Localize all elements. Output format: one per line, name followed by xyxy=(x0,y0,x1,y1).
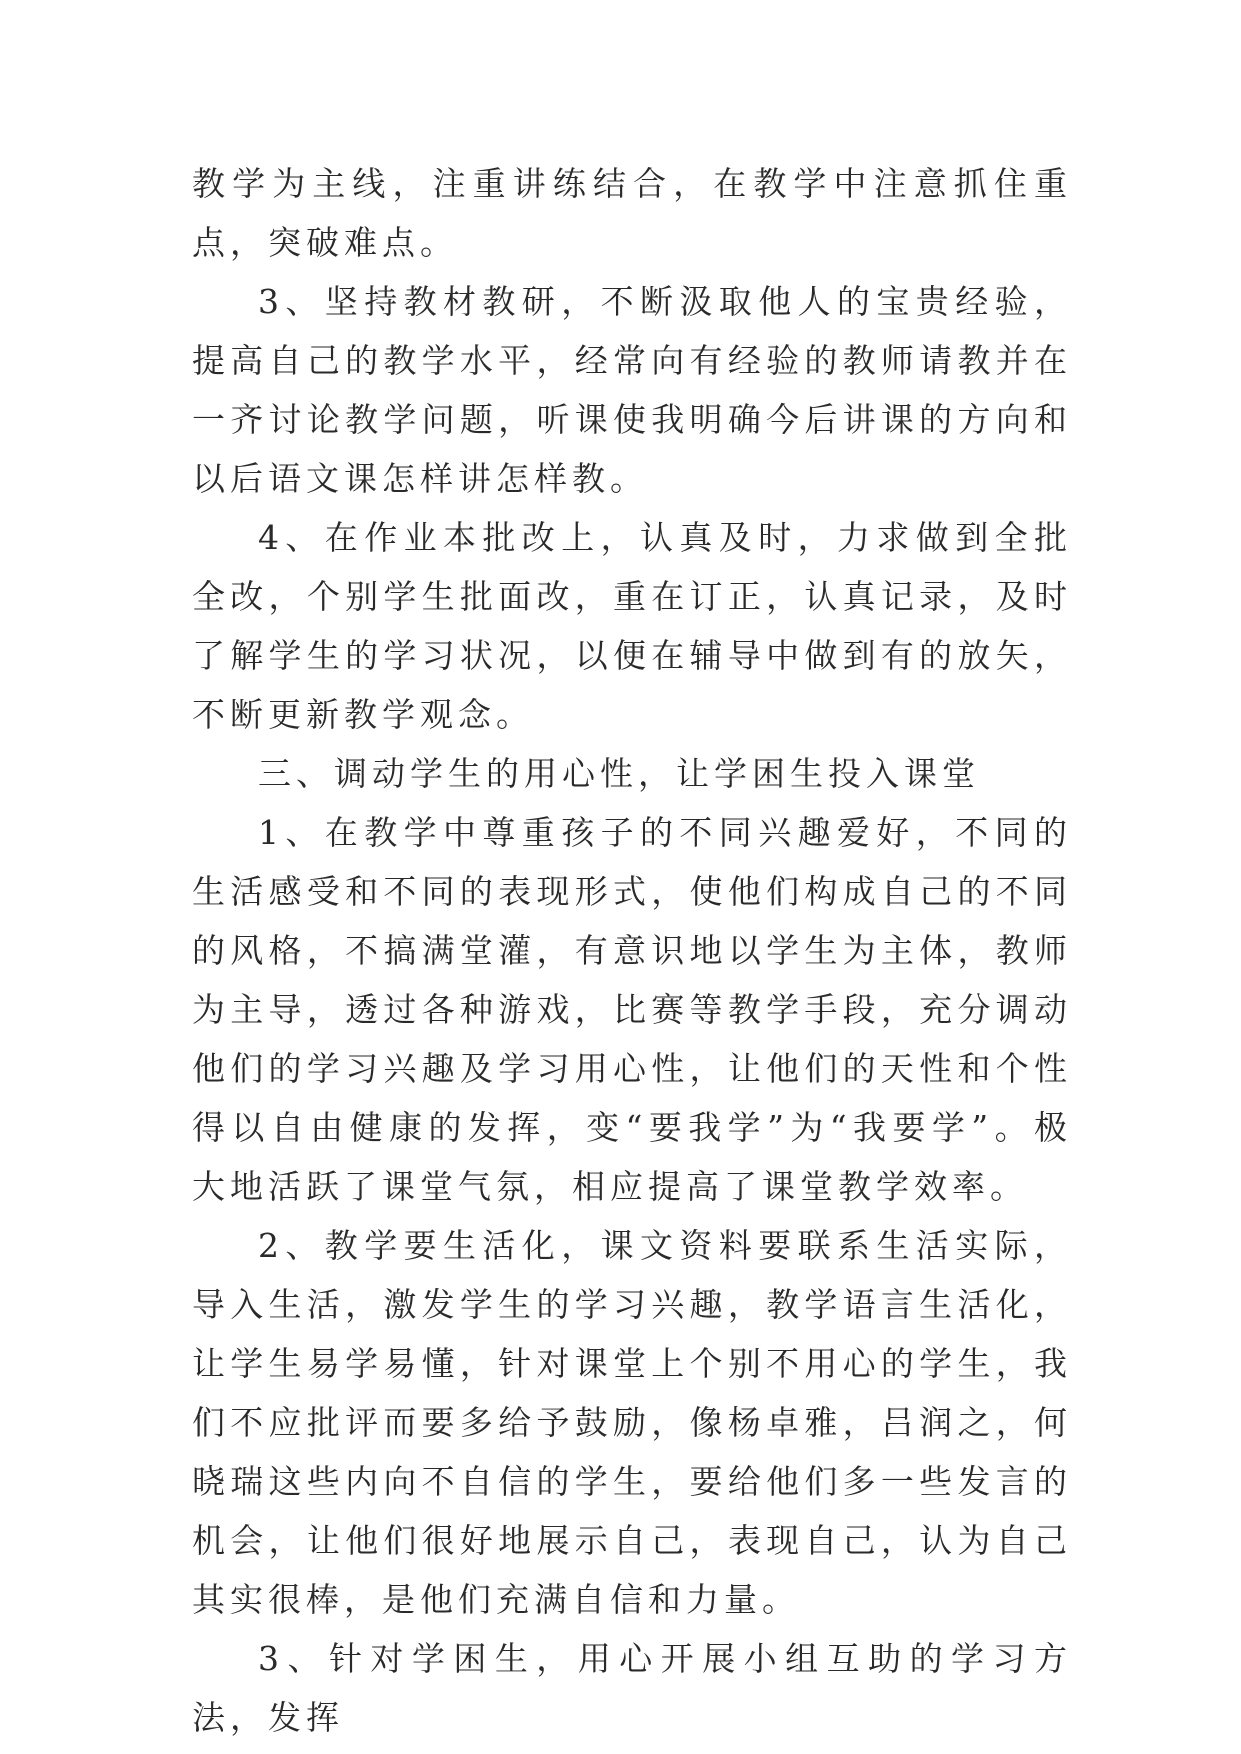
section-heading: 三、调动学生的用心性，让学困生投入课堂 xyxy=(258,754,980,793)
paragraph-5: 2、教学要生活化，课文资料要联系生活实际，导入生活，激发学生的学习兴趣，教学语言生活化，让学生易学易懂，针对课堂上个别不用心的学生，我们不应批评而要多给予鼓励，像杨卓雅，吕润之，何晓瑞这些内向不自信的学生，要给他们多一些发言的机会，让他们很好地展示自己，表现自己，认为自己其实很棒，是他们充满自信和力量。 xyxy=(192,1226,1072,1619)
paragraph-1: 教学为主线，注重讲练结合，在教学中注意抓住重点，突破难点。 xyxy=(192,164,1072,262)
body-text xyxy=(192,154,1072,1747)
paragraph-3: 4、在作业本批改上，认真及时，力求做到全批全改，个别学生批面改，重在订正，认真记录，及时了解学生的学习状况，以便在辅导中做到有的放矢，不断更新教学观念。 xyxy=(192,518,1072,734)
paragraph-4: 1、在教学中尊重孩子的不同兴趣爱好，不同的生活感受和不同的表现形式，使他们构成自己的不同的风格，不搞满堂灌，有意识地以学生为主体，教师为主导，透过各种游戏，比赛等教学手段，充分调动他们的学习兴趣及学习用心性，让他们的天性和个性得以自由健康的发挥，变“要我学”为“我要学”。极大地活跃了课堂气氛，相应提高了课堂教学效率。 xyxy=(192,813,1072,1206)
paragraph-2: 3、坚持教材教研，不断汲取他人的宝贵经验，提高自己的教学水平，经常向有经验的教师请教并在一齐讨论教学问题，听课使我明确今后讲课的方向和以后语文课怎样讲怎样教。 xyxy=(192,282,1072,498)
paragraph-6: 3、针对学困生，用心开展小组互助的学习方法，发挥 xyxy=(192,1639,1072,1737)
